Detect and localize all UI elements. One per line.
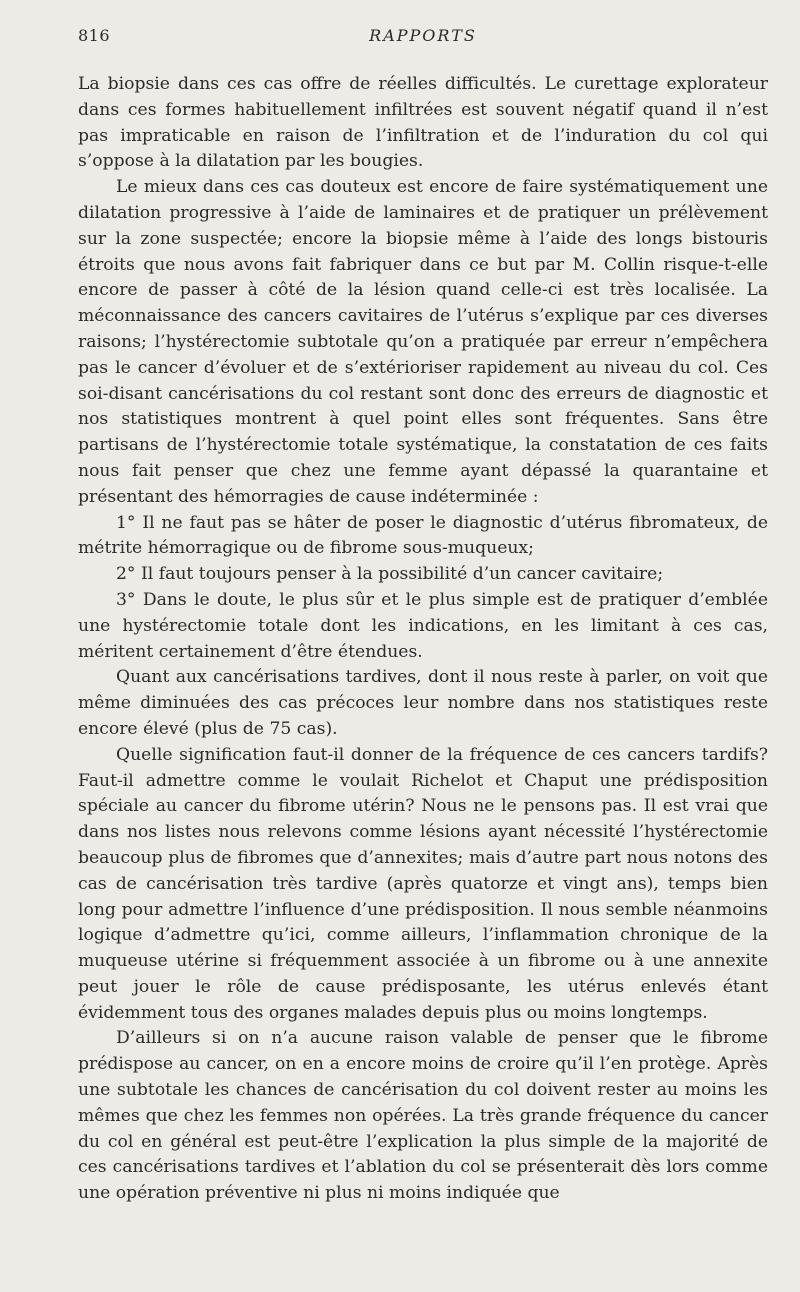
paragraph: La biopsie dans ces cas offre de réelles difficultés. Le curettage explorateur dans ces formes habituellement infiltrées est souvent négatif quand il n’est pas impraticable en raison de l’infiltration et de l’induration du col qui s’oppose à la dilatation par les bougies. bbox=[78, 74, 768, 172]
paragraph: Le mieux dans ces cas douteux est encore de faire systématiquement une dilatation progressive à l’aide de laminaires et de pratiquer un prélèvement sur la zone suspectée; encore la biopsie même à l’aide des longs bistouris étroits que nous avons fait fabriquer dans ce but par M. Collin risque-t-elle encore de passer à côté de la lésion quand celle-ci est très localisée. La méconnaissance des cancers cavitaires de l’utérus s’explique par ces diverses raisons; l’hystérectomie subtotale qu’on a pratiquée par erreur n’empêchera pas le cancer d’évoluer et de s’extérioriser rapidement au niveau du col. Ces soi-disant cancérisations du col restant sont donc des erreurs de diagnostic et nos statistiques montrent à quel point elles sont fréquentes. Sans être partisans de l’hystérectomie totale systématique, la constatation de ces faits nous fait penser que chez une femme ayant dépassé la quarantaine et présentant des hémorragies de cause indéterminée : bbox=[78, 177, 768, 507]
paragraph: Quelle signification faut-il donner de la fréquence de ces cancers tardifs? Faut-il admettre comme le voulait Richelot et Chaput une prédisposition spéciale au cancer du fibrome utérin? Nous ne le pensons pas. Il est vrai que dans nos listes nous relevons comme lésions ayant nécessité l’hystérectomie beaucoup plus de fibromes que d’annexites; mais d’autre part nous notons des cas de cancérisation très tardive (après quatorze et vingt ans), temps bien long pour admettre l’influence d’une prédisposition. Il nous semble néanmoins logique d’admettre qu’ici, comme ailleurs, l’inflammation chronique de la muqueuse utérine si fréquemment associée à un fibrome ou à une annexite peut jouer le rôle de cause prédisposante, les utérus enlevés étant évidemment tous des organes malades depuis plus ou moins longtemps. bbox=[78, 744, 768, 1023]
body-text bbox=[78, 72, 768, 1207]
paragraph: Quant aux cancérisations tardives, dont il nous reste à parler, on voit que même diminuées des cas précoces leur nombre dans nos statistiques reste encore élevé (plus de 75 cas). bbox=[78, 667, 768, 739]
running-title: RAPPORTS bbox=[369, 26, 477, 45]
list-item: 1° Il ne faut pas se hâter de poser le diagnostic d’utérus fibromateux, de métrite hémorragique ou de fibrome sous-muqueux; bbox=[78, 512, 768, 559]
page-number: 816 bbox=[78, 26, 111, 45]
page-header bbox=[78, 26, 768, 50]
list-item: 2° Il faut toujours penser à la possibilité d’un cancer cavitaire; bbox=[116, 564, 664, 585]
paragraph: D’ailleurs si on n’a aucune raison valable de penser que le fibrome prédispose au cancer, on en a encore moins de croire qu’il l’en protège. Après une subtotale les chances de cancérisation du col doivent rester au moins les mêmes que chez les femmes non opérées. La très grande fréquence du cancer du col en général est peut-être l’explication la plus simple de la majorité de ces cancérisations tardives et l’ablation du col se présenterait dès lors comme une opération préventive ni plus ni moins indiquée que bbox=[78, 1028, 768, 1204]
list-item: 3° Dans le doute, le plus sûr et le plus simple est de pratiquer d’emblée une hystérectomie totale dont les indications, en les limitant à ces cas, méritent certainement d’être étendues. bbox=[78, 589, 768, 662]
